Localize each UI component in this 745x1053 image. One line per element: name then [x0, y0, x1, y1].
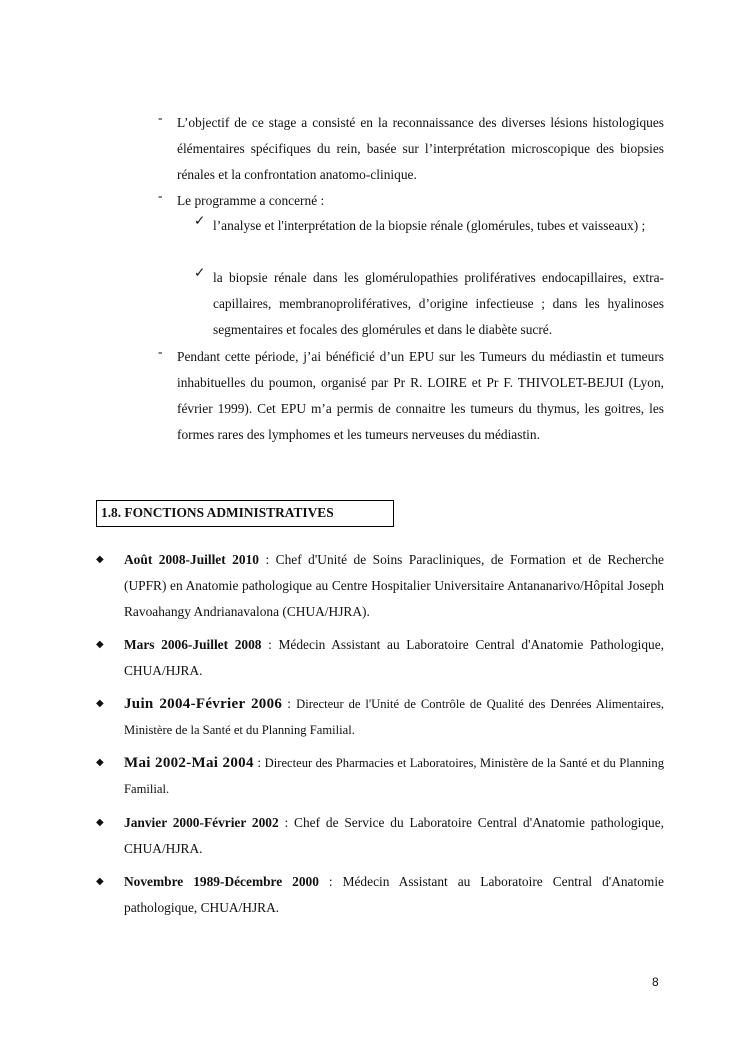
diamond-bullet-icon: ◆: [96, 817, 104, 828]
entry-date: Juin 2004-Février 2006: [124, 696, 283, 712]
entry-description: Chef de Service du Laboratoire Central d'Anatomie pathologique, CHUA/HJRA.: [124, 815, 664, 856]
epu-item-text: Pendant cette période, j’ai bénéficié d’un EPU sur les Tumeurs du médiastin et tumeurs inhabituelles du poumon, organisé par Pr R. LOIRE et Pr F. THIVOLET-BEJUI (Lyon, février 1999). Cet EPU m’a permis de connaitre les tumeurs du thymus, les goitres, les formes rares des lymphomes et les tumeurs nerveuses du médiastin.: [177, 349, 664, 442]
entry-date: Janvier 2000-Février 2002: [124, 815, 279, 830]
entry-separator: :: [261, 637, 279, 652]
section-heading-box: [96, 500, 394, 527]
admin-entry-text: [124, 750, 664, 802]
checkmark-icon: ✓: [194, 265, 206, 280]
check-item-text: l’analyse et l'interprétation de la biopsie rénale (glomérules, tubes et vaisseaux) ;: [213, 218, 646, 233]
entry-separator: :: [258, 552, 276, 567]
admin-entry: [96, 691, 664, 743]
check-item-text: la biopsie rénale dans les glomérulopathies prolifératives endocapillaires, extra-capillaires, membranoprolifératives, d’origine infectieuse ; dans les hyalinoses segmentaires et focales des glomérules et dans le diabète sucré.: [213, 270, 664, 337]
admin-entry-text: [124, 810, 664, 862]
checkmark-icon: ✓: [194, 213, 206, 228]
admin-entry: [96, 810, 664, 862]
entry-description: Chef d'Unité de Soins Paracliniques, de Formation et de Recherche (UPFR) en Anatomie pathologique au Centre Hospitalier Universitaire Antananarivo/Hôpital Joseph Ravoahangy Andrianavalona (CHUA/HJRA).: [124, 552, 664, 619]
entry-description: Médecin Assistant au Laboratoire Central d'Anatomie pathologique, CHUA/HJRA.: [124, 874, 664, 915]
entry-date: Mai 2002-Mai 2004: [124, 755, 254, 771]
diamond-bullet-icon: ◆: [96, 639, 104, 650]
section-title: 1.8. FONCTIONS ADMINISTRATIVES: [101, 505, 334, 520]
admin-entry-text: [124, 691, 664, 743]
admin-entry: [96, 547, 664, 625]
dash-marker: -: [158, 188, 163, 203]
intro-item-programme: [158, 188, 664, 214]
admin-entry: [96, 632, 664, 684]
entry-description: Directeur des Pharmacies et Laboratoires, Ministère de la Santé et du Planning Familial.: [124, 756, 664, 796]
dash-marker: -: [158, 110, 163, 125]
entry-separator: :: [318, 874, 343, 889]
page-number: 8: [652, 975, 659, 989]
check-item-analysis: [194, 213, 664, 239]
admin-entry-text: [124, 869, 664, 921]
diamond-bullet-icon: ◆: [96, 698, 104, 709]
entry-date: Novembre 1989-Décembre 2000: [124, 874, 319, 889]
intro-item-epu: [158, 344, 664, 448]
dash-marker: -: [158, 344, 163, 359]
entry-description: Directeur de l'Unité de Contrôle de Qualité des Denrées Alimentaires, Ministère de la Santé et du Planning Familial.: [124, 697, 664, 737]
diamond-bullet-icon: ◆: [96, 554, 104, 565]
intro-item-text: Le programme a concerné :: [177, 193, 325, 208]
entry-description: Médecin Assistant au Laboratoire Central d'Anatomie Pathologique, CHUA/HJRA.: [124, 637, 664, 678]
intro-item-text: L’objectif de ce stage a consisté en la reconnaissance des diverses lésions histologiques élémentaires spécifiques du rein, basée sur l’interprétation microscopique des biopsies rénales et la confrontation anatomo-clinique.: [177, 115, 664, 182]
admin-entry-text: [124, 632, 664, 684]
diamond-bullet-icon: ◆: [96, 876, 104, 887]
admin-entry-text: [124, 547, 664, 625]
entry-separator: :: [278, 815, 295, 830]
diamond-bullet-icon: ◆: [96, 757, 104, 768]
admin-entry: [96, 750, 664, 802]
entry-separator: :: [253, 755, 265, 770]
check-item-biopsy: [194, 265, 664, 343]
entry-date: Août 2008-Juillet 2010: [124, 552, 259, 567]
intro-item-objective: [158, 110, 664, 188]
entry-separator: :: [282, 696, 297, 711]
admin-entry: [96, 869, 664, 921]
entry-date: Mars 2006-Juillet 2008: [124, 637, 262, 652]
